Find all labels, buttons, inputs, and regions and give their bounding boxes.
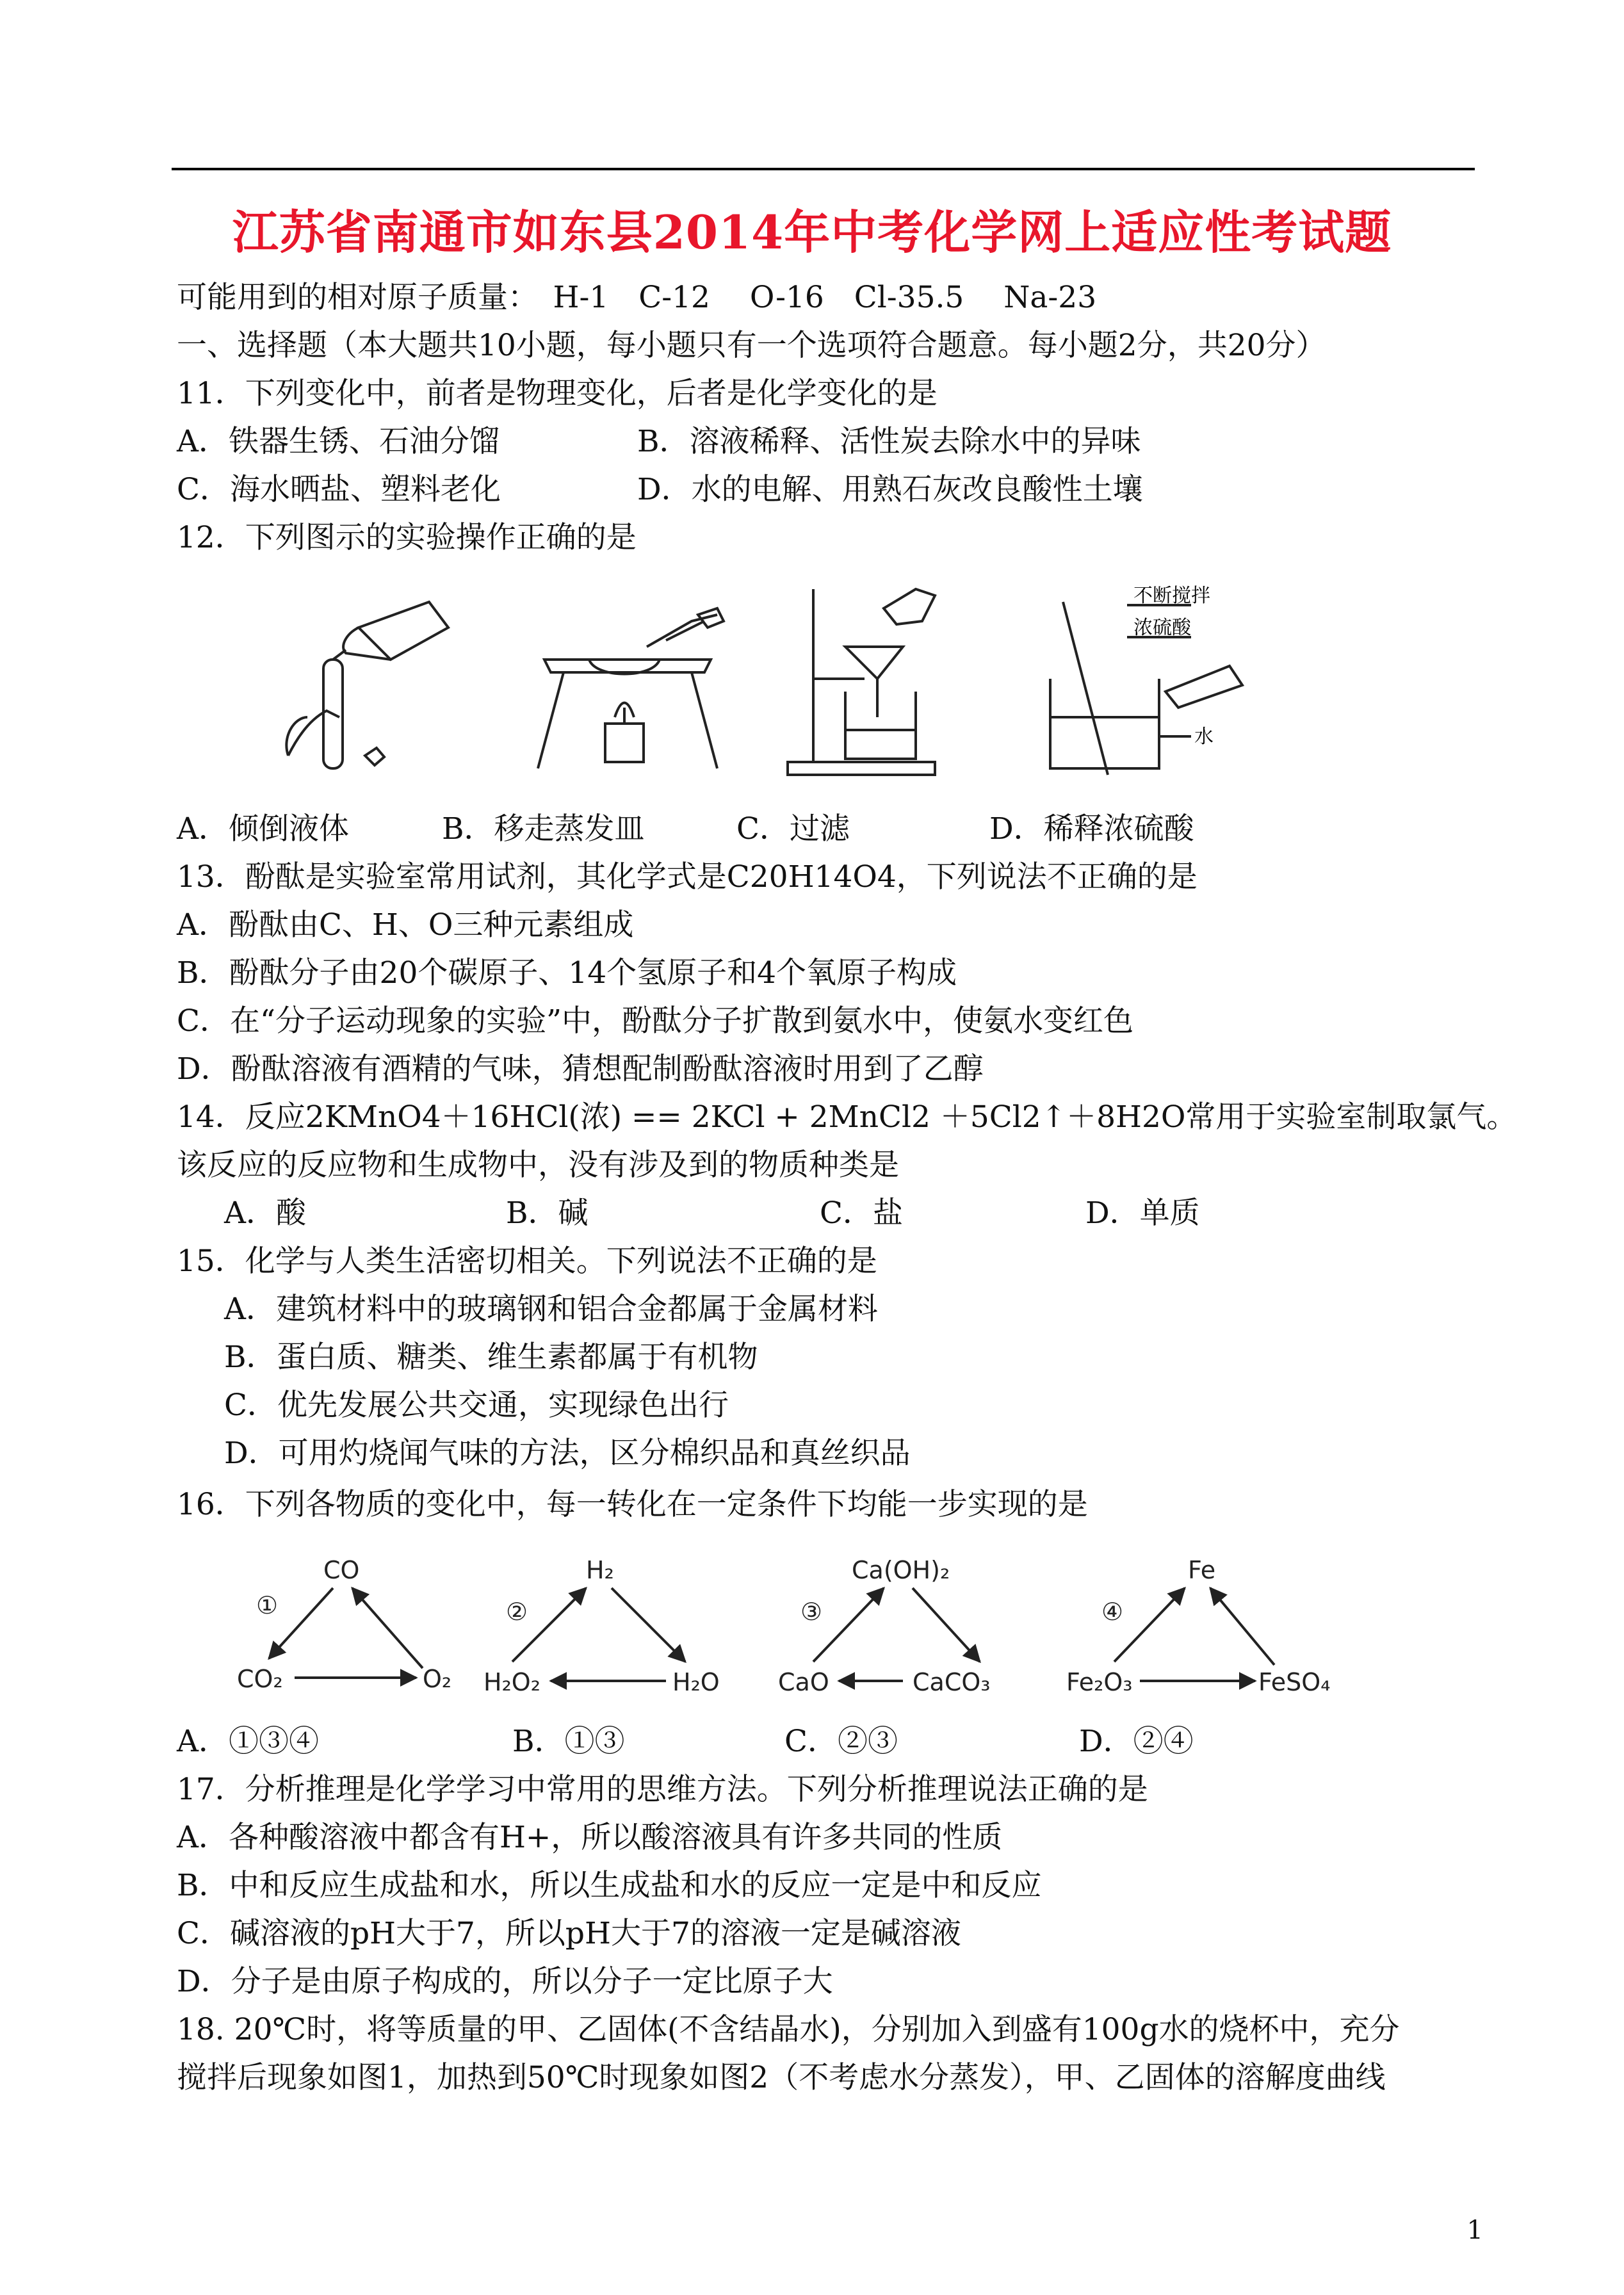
conversion-diagram-1 [231,1550,474,1716]
q18-line1: 18. 20℃时，将等质量的甲、乙固体(不含结晶水)，分别加入到盛有100g水的烧杯中，充分 [177,2012,1400,2047]
d1-num: ① [256,1591,279,1619]
q12-option-c: C．过滤 [736,811,850,847]
q13-option-d: D．酚酞溶液有酒精的气味，猜想配制酚酞溶液时用到了乙醇 [177,1051,984,1087]
q15-option-b: B．蛋白质、糖类、维生素都属于有机物 [224,1340,758,1375]
q11-option-a: A．铁器生锈、石油分馏 [177,424,499,459]
q18-line2: 搅拌后现象如图1，加热到50℃时现象如图2（不考虑水分蒸发），甲、乙固体的溶解度曲线 [177,2060,1386,2095]
q13-stem: 13．酚酞是实验室常用试剂，其化学式是C20H14O4，下列说法不正确的是 [177,859,1198,895]
label-stir: 不断搅拌 [1133,585,1210,607]
d2-right: H₂O [672,1668,720,1696]
q13-option-a: A．酚酞由C、H、O三种元素组成 [177,907,634,943]
q17-option-d: D．分子是由原子构成的，所以分子一定比原子大 [177,1964,833,1999]
d3-num: ③ [800,1598,823,1626]
q11-option-d: D．水的电解、用熟石灰改良酸性土壤 [637,472,1143,507]
q16-option-d: D．②④ [1079,1724,1194,1759]
q12-option-d: D．稀释浓硫酸 [989,811,1194,847]
q15-option-a: A．建筑材料中的玻璃钢和铝合金都属于金属材料 [224,1292,878,1327]
filtration-figure [775,576,967,781]
label-conc-acid: 浓硫酸 [1133,617,1191,639]
d2-left: H₂O₂ [483,1668,540,1696]
d3-right: CaCO₃ [913,1668,991,1696]
conversion-diagram-4 [1063,1550,1345,1716]
evaporating-dish-figure [525,589,730,781]
q14-option-b: B．碱 [506,1196,589,1231]
label-water: 水 [1194,726,1214,748]
conversion-diagram-2 [480,1550,736,1716]
q17-option-a: A．各种酸溶液中都含有H+，所以酸溶液具有许多共同的性质 [177,1820,1003,1855]
q17-stem: 17．分析推理是化学学习中常用的思维方法。下列分析推理说法正确的是 [177,1772,1148,1807]
q16-option-c: C．②③ [784,1724,898,1759]
page-title: 江苏省南通市如东县2014年中考化学网上适应性考试题 [232,205,1392,259]
conversion-diagram-3 [775,1550,1044,1716]
q13-option-c: C．在“分子运动现象的实验”中，酚酞分子扩散到氨水中，使氨水变红色 [177,1003,1134,1039]
q16-stem: 16．下列各物质的变化中，每一转化在一定条件下均能一步实现的是 [177,1487,1088,1522]
lab-operation-figures [243,576,1294,794]
q14-option-c: C．盐 [820,1196,903,1231]
section-heading: 一、选择题（本大题共10小题，每小题只有一个选项符合题意。每小题2分，共20分） [177,328,1326,363]
atomic-mass-line: 可能用到的相对原子质量： H-1 C-12 O-16 Cl-35.5 Na-23 [177,280,1097,315]
q15-option-d: D．可用灼烧闻气味的方法，区分棉织品和真丝织品 [224,1436,911,1471]
q11-stem: 11．下列变化中，前者是物理变化，后者是化学变化的是 [177,376,938,411]
q14-stem-line2: 该反应的反应物和生成物中，没有涉及到的物质种类是 [177,1148,899,1183]
d3-top: Ca(OH)₂ [852,1556,950,1584]
q16-option-b: B．①③ [512,1724,625,1759]
pouring-liquid-figure [263,589,455,781]
q16-option-a: A．①③④ [177,1724,319,1759]
q17-option-b: B．中和反应生成盐和水，所以生成盐和水的反应一定是中和反应 [177,1868,1042,1903]
d1-right: O₂ [423,1665,452,1693]
q17-option-c: C．碱溶液的pH大于7，所以pH大于7的溶液一定是碱溶液 [177,1916,961,1951]
d1-top: CO [323,1556,360,1584]
q12-option-a: A．倾倒液体 [177,811,349,847]
q13-option-b: B．酚酞分子由20个碳原子、14个氢原子和4个氧原子构成 [177,955,957,991]
d4-left: Fe₂O₃ [1066,1668,1133,1696]
d4-right: FeSO₄ [1258,1668,1331,1696]
conversion-diagrams [231,1550,1358,1716]
dilute-acid-figure [1037,583,1281,781]
q12-stem: 12．下列图示的实验操作正确的是 [177,520,637,555]
q11-option-c: C．海水晒盐、塑料老化 [177,472,501,507]
d2-num: ② [506,1598,528,1626]
d1-left: CO₂ [237,1665,283,1693]
d2-top: H₂ [586,1556,614,1584]
d4-top: Fe [1188,1556,1216,1584]
d3-left: CaO [778,1668,829,1696]
q15-option-c: C．优先发展公共交通，实现绿色出行 [224,1388,729,1423]
q14-stem-line1: 14．反应2KMnO4＋16HCl(浓) == 2KCl + 2MnCl2 ＋5Cl2↑＋8H2O常用于实验室制取氯气。 [177,1099,1517,1135]
page-number: 1 [1466,2216,1483,2245]
q14-option-a: A．酸 [224,1196,306,1231]
q11-option-b: B．溶液稀释、活性炭去除水中的异味 [637,424,1141,459]
q12-option-b: B．移走蒸发皿 [442,811,645,847]
top-rule [172,168,1475,170]
d4-num: ④ [1101,1598,1124,1626]
q14-option-d: D．单质 [1085,1196,1200,1231]
q15-stem: 15．化学与人类生活密切相关。下列说法不正确的是 [177,1244,877,1279]
